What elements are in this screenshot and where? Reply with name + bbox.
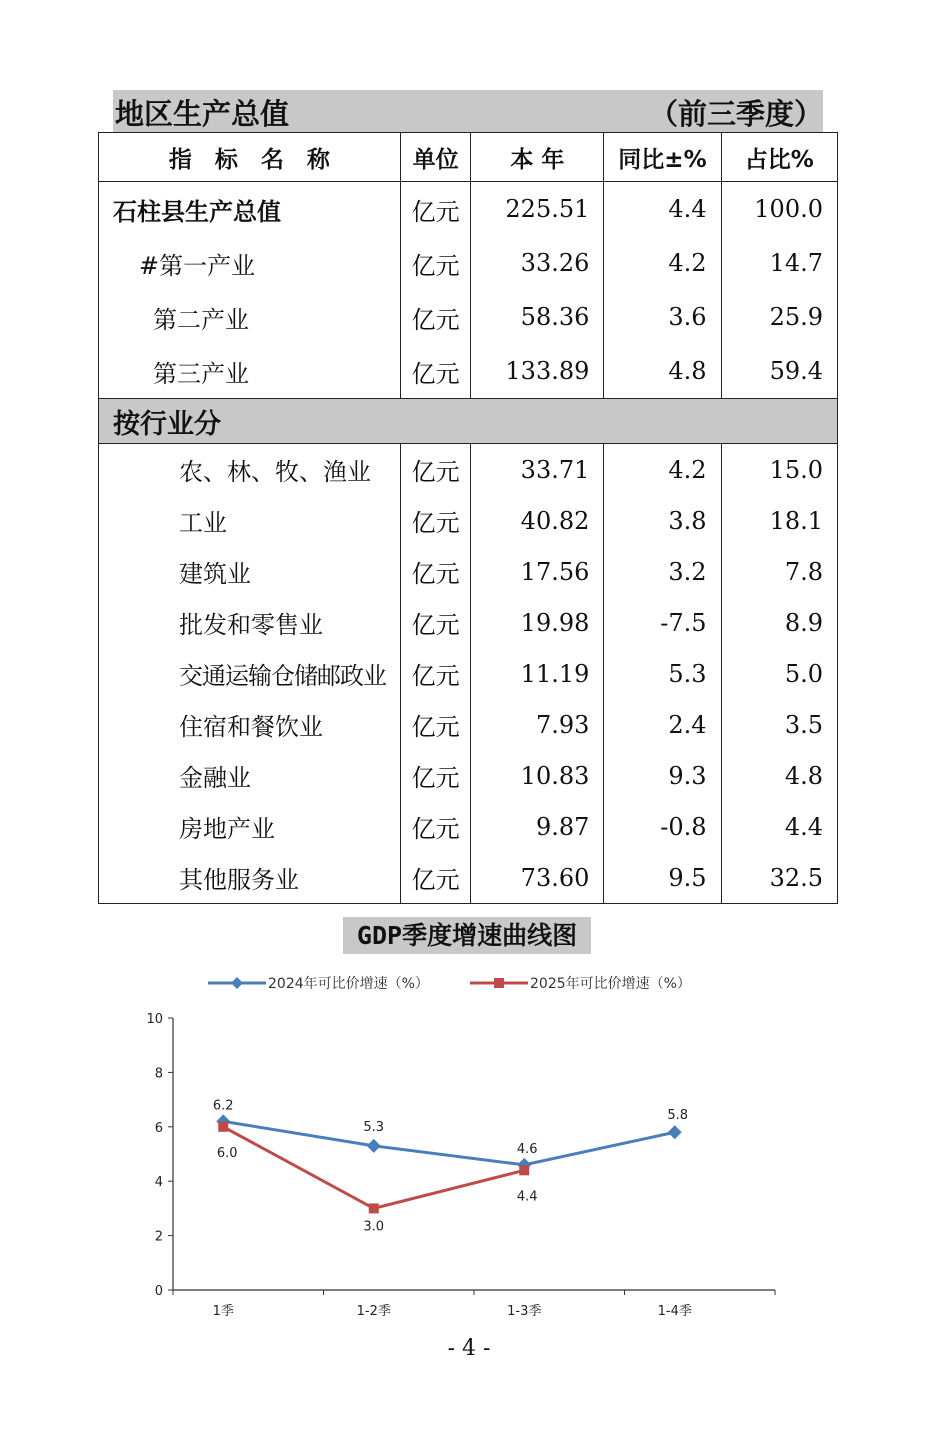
title-bar <box>113 90 823 132</box>
row-value: 33.71 <box>471 444 604 496</box>
row-name: 其他服务业 <box>99 852 401 904</box>
data-label: 4.6 <box>516 1141 538 1157</box>
row-unit: 亿元 <box>400 801 471 852</box>
row-share: 4.8 <box>721 750 837 801</box>
table-row <box>99 182 838 237</box>
row-unit: 亿元 <box>400 182 471 237</box>
data-point-diamond <box>367 1139 381 1153</box>
x-tick-label: 1-4季 <box>657 1304 692 1319</box>
table-title: 地区生产总值 <box>115 97 290 131</box>
row-yoy: 4.4 <box>604 182 721 237</box>
row-unit: 亿元 <box>400 290 471 344</box>
row-name: 农、林、牧、渔业 <box>99 444 401 496</box>
row-value: 33.26 <box>471 236 604 290</box>
row-share: 15.0 <box>721 444 837 496</box>
row-yoy: 2.4 <box>604 699 721 750</box>
y-tick-label: 10 <box>146 1012 163 1027</box>
row-name: 第二产业 <box>99 290 401 344</box>
data-label: 5.3 <box>363 1119 385 1135</box>
row-share: 4.4 <box>721 801 837 852</box>
table-period: （前三季度） <box>648 97 823 131</box>
row-yoy: 9.5 <box>604 852 721 904</box>
row-unit: 亿元 <box>400 344 471 399</box>
row-unit: 亿元 <box>400 852 471 904</box>
legend-label: 2025年可比价增速（%） <box>530 976 691 992</box>
row-yoy: 3.2 <box>604 546 721 597</box>
section-row <box>99 399 838 444</box>
table-row <box>99 648 838 699</box>
row-yoy: -0.8 <box>604 801 721 852</box>
col-header-value: 本 年 <box>471 133 604 182</box>
data-label: 6.0 <box>216 1145 238 1161</box>
table-row <box>99 750 838 801</box>
row-unit: 亿元 <box>400 648 471 699</box>
row-yoy: 4.2 <box>604 236 721 290</box>
table-row <box>99 344 838 399</box>
row-share: 14.7 <box>721 236 837 290</box>
row-yoy: 4.2 <box>604 444 721 496</box>
x-tick-label: 1-2季 <box>356 1304 391 1319</box>
col-header-name: 指 标 名 称 <box>99 133 401 182</box>
row-name: 工业 <box>99 495 401 546</box>
y-tick-label: 0 <box>154 1284 163 1299</box>
row-yoy: 4.8 <box>604 344 721 399</box>
data-point-square <box>218 1122 228 1132</box>
row-name: 交通运输仓储邮政业 <box>99 648 401 699</box>
row-yoy: 3.6 <box>604 290 721 344</box>
row-name: 住宿和餐饮业 <box>99 699 401 750</box>
row-value: 17.56 <box>471 546 604 597</box>
row-unit: 亿元 <box>400 699 471 750</box>
gdp-table <box>98 132 838 904</box>
row-unit: 亿元 <box>400 750 471 801</box>
y-tick-label: 6 <box>154 1120 163 1136</box>
table-row <box>99 801 838 852</box>
row-share: 59.4 <box>721 344 837 399</box>
row-value: 40.82 <box>471 495 604 546</box>
row-share: 18.1 <box>721 495 837 546</box>
row-yoy: 5.3 <box>604 648 721 699</box>
row-unit: 亿元 <box>400 546 471 597</box>
row-name: 批发和零售业 <box>99 597 401 648</box>
row-yoy: 9.3 <box>604 750 721 801</box>
row-name: #第一产业 <box>99 236 401 290</box>
data-label: 5.8 <box>667 1108 689 1124</box>
row-share: 3.5 <box>721 699 837 750</box>
legend-square-marker <box>494 978 504 988</box>
row-unit: 亿元 <box>400 444 471 496</box>
data-label: 6.2 <box>212 1098 234 1114</box>
row-value: 225.51 <box>471 182 604 237</box>
series-line <box>223 1121 675 1165</box>
col-header-unit: 单位 <box>400 133 471 182</box>
table-row <box>99 290 838 344</box>
section-label: 按行业分 <box>99 399 838 444</box>
y-tick-label: 2 <box>154 1229 163 1245</box>
row-unit: 亿元 <box>400 495 471 546</box>
chart-title: GDP季度增速曲线图 <box>343 917 591 954</box>
row-unit: 亿元 <box>400 236 471 290</box>
row-share: 5.0 <box>721 648 837 699</box>
data-point-square <box>369 1203 379 1213</box>
table-row <box>99 444 838 496</box>
row-value: 7.93 <box>471 699 604 750</box>
legend-label: 2024年可比价增速（%） <box>268 976 429 992</box>
row-name: 石柱县生产总值 <box>99 182 401 237</box>
col-header-yoy: 同比±% <box>604 133 721 182</box>
row-name: 金融业 <box>99 750 401 801</box>
row-share: 32.5 <box>721 852 837 904</box>
row-yoy: -7.5 <box>604 597 721 648</box>
table-row <box>99 546 838 597</box>
row-value: 133.89 <box>471 344 604 399</box>
table-row <box>99 236 838 290</box>
col-header-share: 占比% <box>721 133 837 182</box>
row-unit: 亿元 <box>400 597 471 648</box>
row-name: 第三产业 <box>99 344 401 399</box>
row-value: 58.36 <box>471 290 604 344</box>
data-label: 4.4 <box>516 1189 538 1205</box>
gdp-growth-chart <box>120 960 800 1330</box>
row-value: 10.83 <box>471 750 604 801</box>
data-point-diamond <box>668 1125 682 1139</box>
row-name: 房地产业 <box>99 801 401 852</box>
row-share: 25.9 <box>721 290 837 344</box>
row-name: 建筑业 <box>99 546 401 597</box>
data-label: 3.0 <box>363 1219 385 1235</box>
row-share: 7.8 <box>721 546 837 597</box>
table-row <box>99 699 838 750</box>
row-value: 9.87 <box>471 801 604 852</box>
row-yoy: 3.8 <box>604 495 721 546</box>
page-number: - 4 - <box>447 1336 491 1361</box>
y-tick-label: 8 <box>154 1066 163 1082</box>
row-share: 8.9 <box>721 597 837 648</box>
x-tick-label: 1季 <box>212 1304 234 1319</box>
x-tick-label: 1-3季 <box>507 1304 542 1319</box>
table-row <box>99 852 838 904</box>
table-row <box>99 597 838 648</box>
y-tick-label: 4 <box>154 1175 163 1191</box>
row-value: 73.60 <box>471 852 604 904</box>
legend-diamond-marker <box>231 977 243 989</box>
table-row <box>99 495 838 546</box>
row-value: 11.19 <box>471 648 604 699</box>
row-value: 19.98 <box>471 597 604 648</box>
data-point-square <box>519 1165 529 1175</box>
row-share: 100.0 <box>721 182 837 237</box>
